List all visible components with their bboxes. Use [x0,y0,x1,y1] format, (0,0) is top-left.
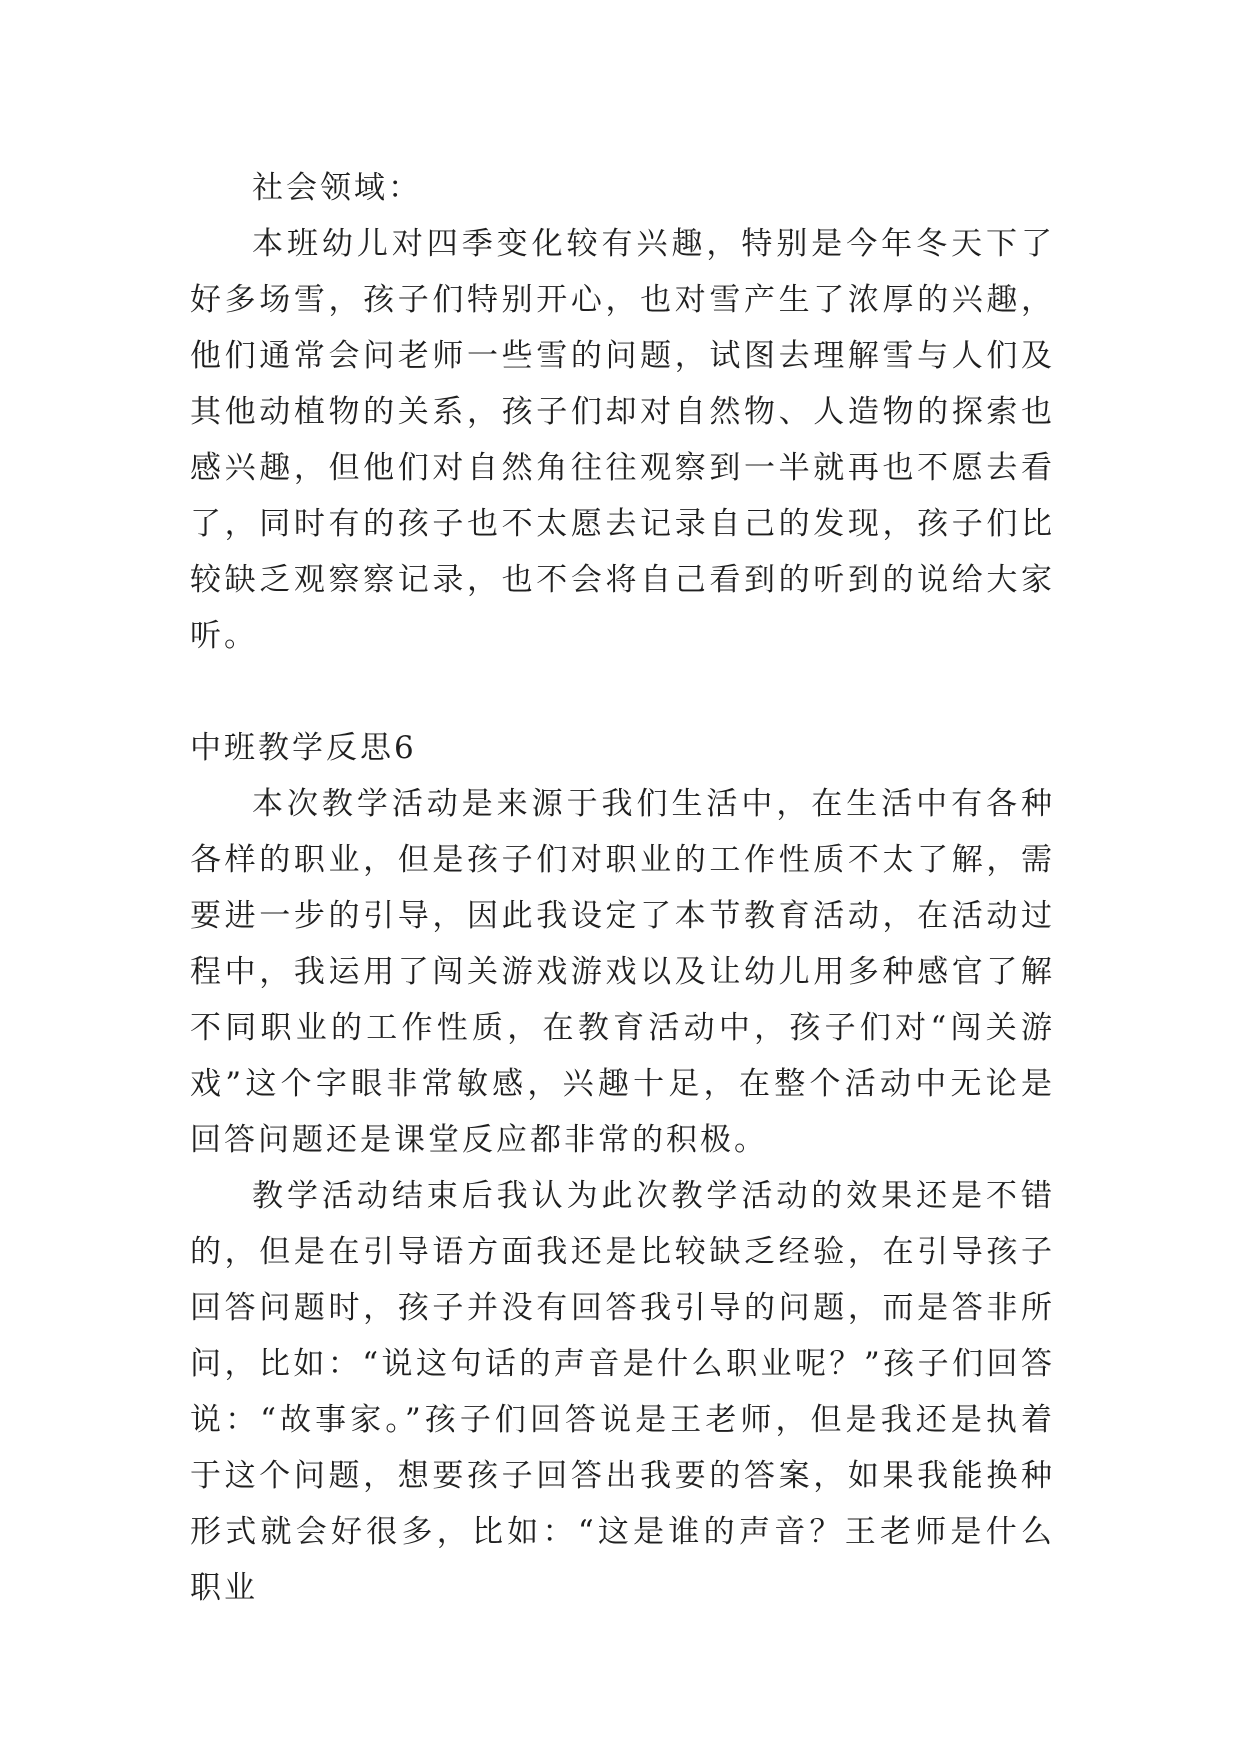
section-title: 中班教学反思6 [190,730,417,766]
social-domain-paragraph: 本班幼儿对四季变化较有兴趣，特别是今年冬天下了好多场雪，孩子们特别开心，也对雪产生了浓厚的兴趣，他们通常会问老师一些雪的问题，试图去理解雪与人们及其他动植物的关系，孩子们却对自然物、人造物的探索也感兴趣，但他们对自然角往往观察到一半就再也不愿去看了，同时有的孩子也不太愿去记录自己的发现，孩子们比较缺乏观察察记录，也不会将自己看到的听到的说给大家听。 [190,226,1055,654]
reflection-paragraph-2: 教学活动结束后我认为此次教学活动的效果还是不错的，但是在引导语方面我还是比较缺乏经验，在引导孩子回答问题时，孩子并没有回答我引导的问题，而是答非所问，比如：“说这句话的声音是什么职业呢？”孩子们回答说：“故事家。”孩子们回答说是王老师，但是我还是执着于这个问题，想要孩子回答出我要的答案，如果我能换种形式就会好很多，比如：“这是谁的声音？王老师是什么职业 [190,1178,1055,1606]
social-domain-heading: 社会领域： [252,170,422,206]
reflection-paragraph-1: 本次教学活动是来源于我们生活中，在生活中有各种各样的职业，但是孩子们对职业的工作性质不太了解，需要进一步的引导，因此我设定了本节教育活动，在活动过程中，我运用了闯关游戏游戏以及让幼儿用多种感官了解不同职业的工作性质，在教育活动中，孩子们对“闯关游戏”这个字眼非常敏感，兴趣十足，在整个活动中无论是回答问题还是课堂反应都非常的积极。 [190,786,1055,1158]
document-body [190,160,1055,1616]
